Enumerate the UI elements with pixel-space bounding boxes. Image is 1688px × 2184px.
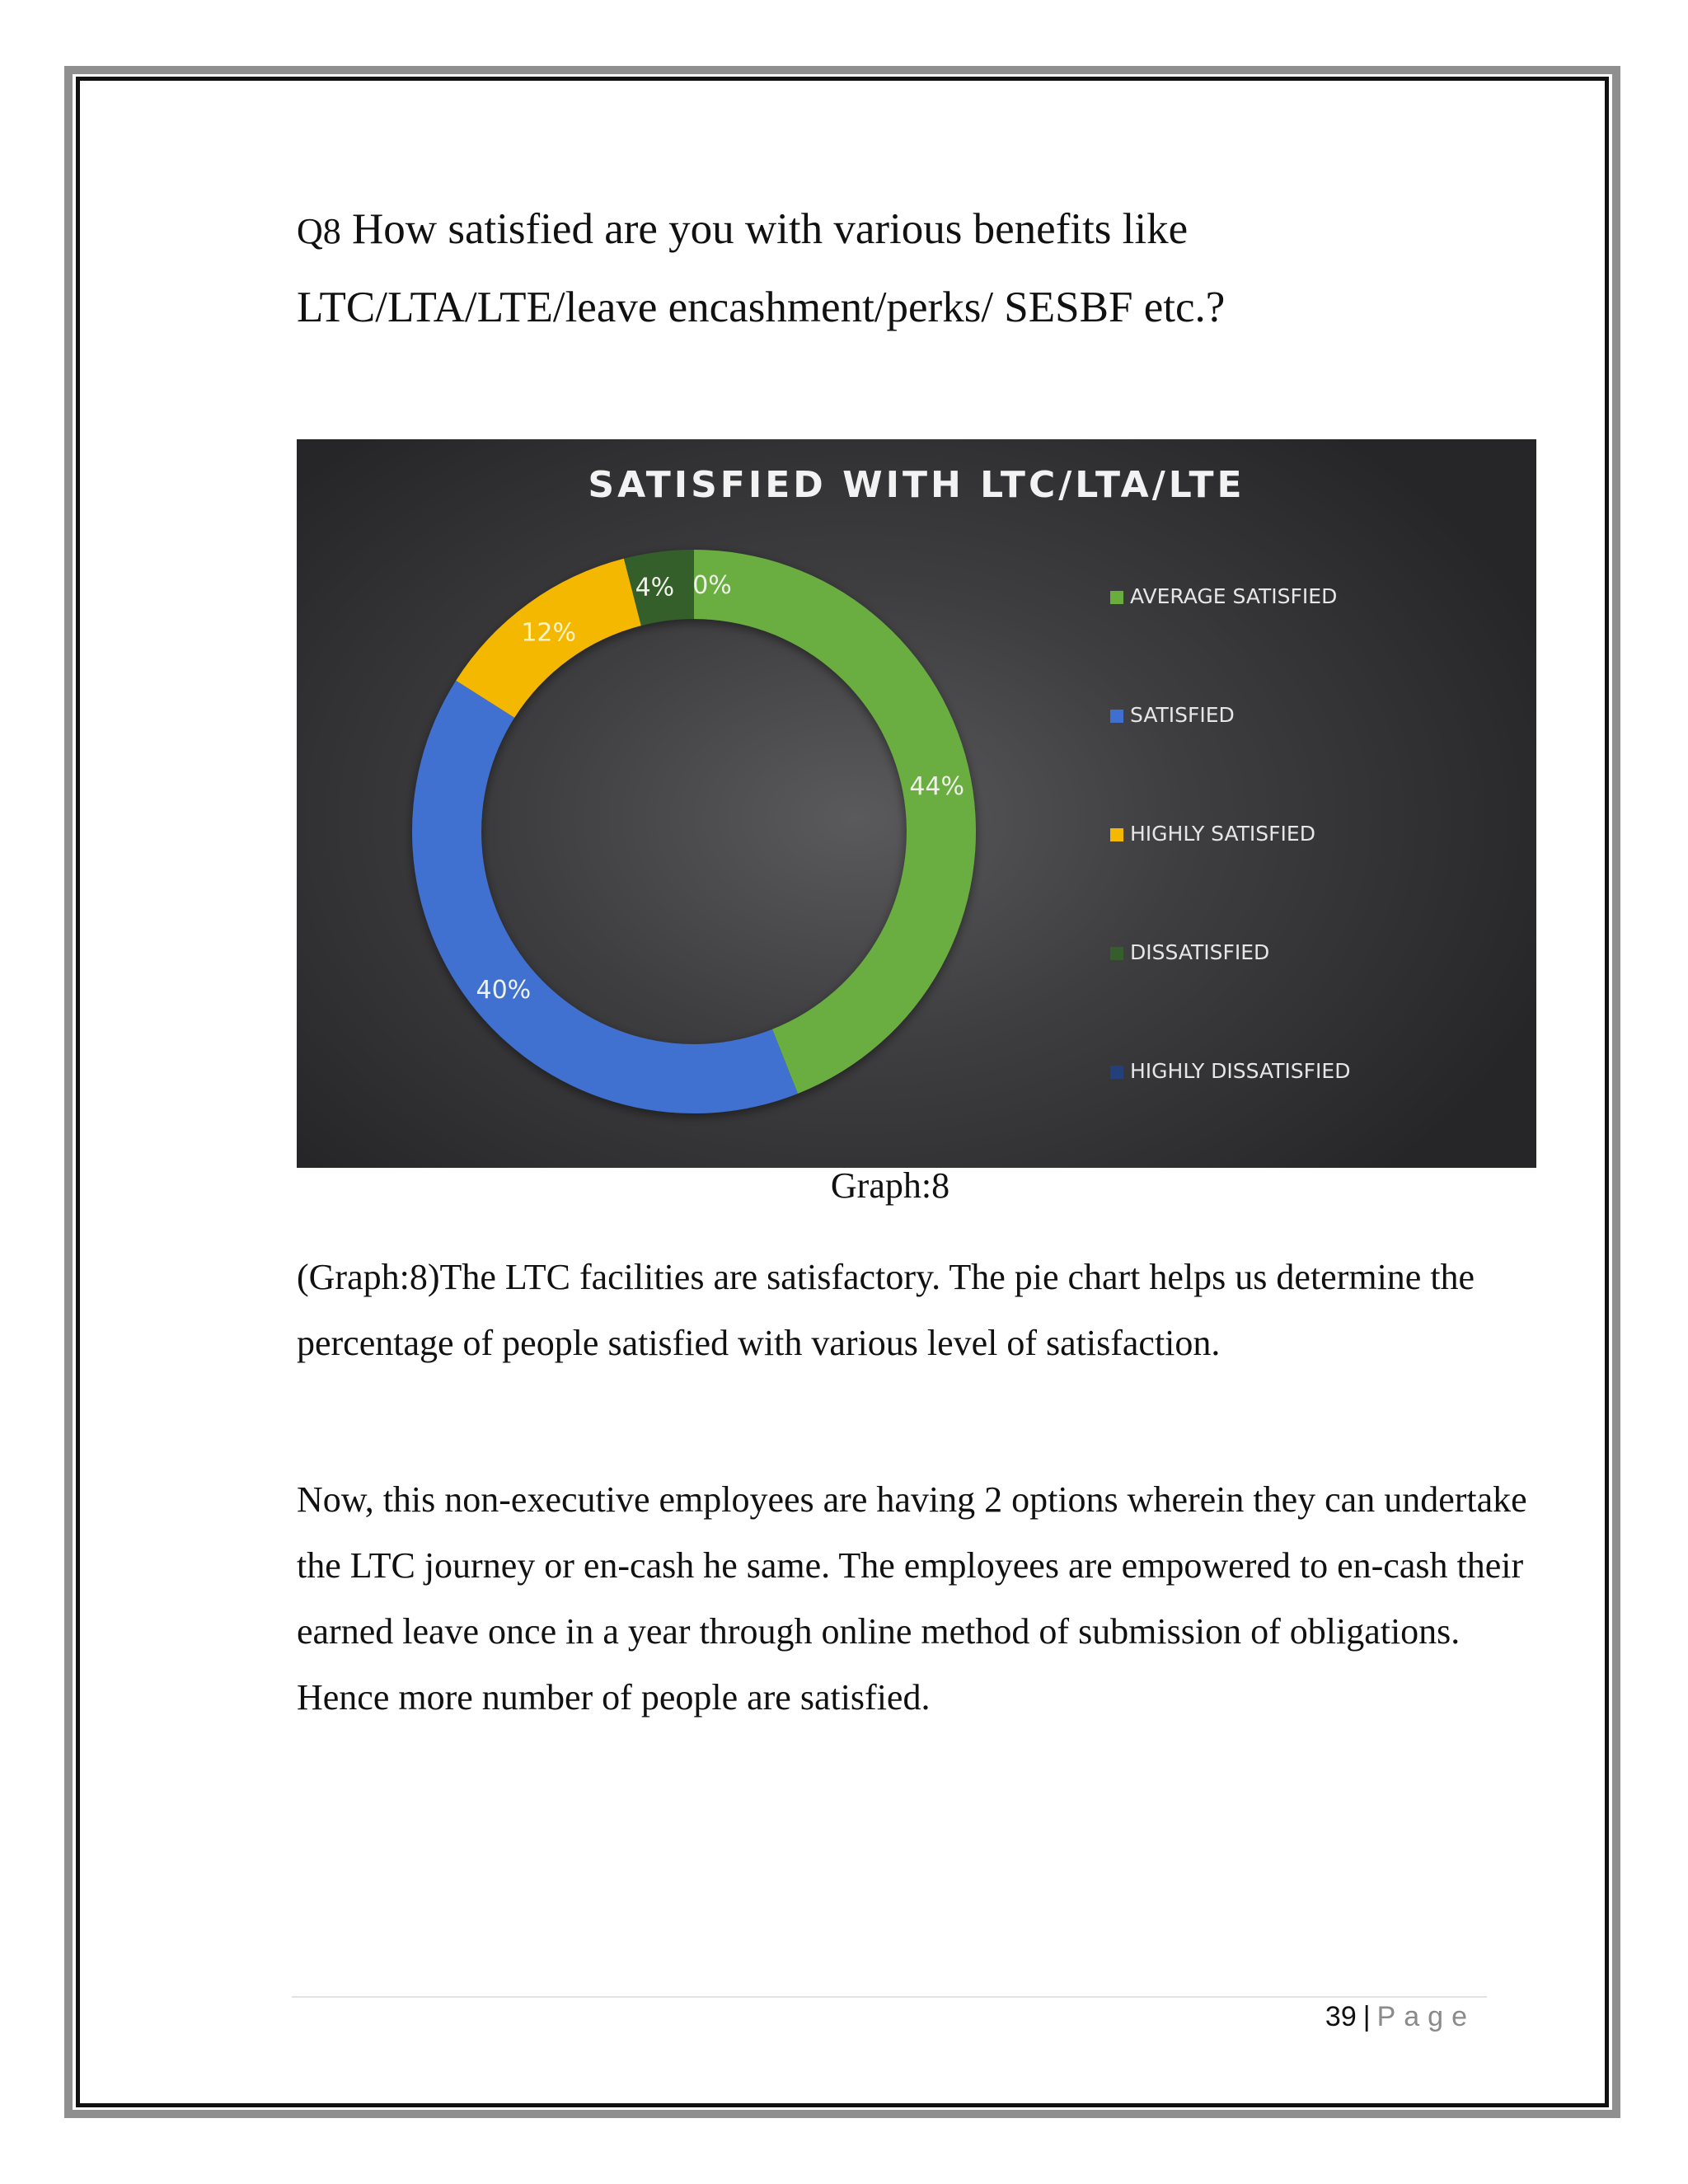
question-line-1: How satisfied are you with various benefits like xyxy=(340,205,1189,253)
legend-swatch xyxy=(1110,710,1123,723)
legend-label: DISSATISFIED xyxy=(1130,940,1270,964)
page-footer xyxy=(1325,2001,1475,2033)
legend-swatch xyxy=(1110,1066,1123,1079)
slice-label-average-satisfied: 44% xyxy=(909,771,965,801)
legend-item-satisfied xyxy=(1110,703,1235,727)
footer-separator: | xyxy=(1362,2001,1371,2032)
legend-item-highly-dissatisfied xyxy=(1110,1059,1350,1083)
legend-label: SATISFIED xyxy=(1130,703,1235,727)
legend-label: HIGHLY DISSATISFIED xyxy=(1130,1059,1351,1083)
question-line-2: LTC/LTA/LTE/leave encashment/perks/ SESBF etc.? xyxy=(297,284,1226,331)
slice-label-highly-satisfied: 12% xyxy=(521,618,577,648)
legend-item-highly-satisfied xyxy=(1110,822,1315,846)
footer-rule xyxy=(292,1996,1487,1998)
slice-label-dissatisfied: 4% xyxy=(635,573,675,602)
legend-swatch xyxy=(1110,591,1123,604)
donut-slice-average-satisfied xyxy=(694,550,976,1094)
legend-label: AVERAGE SATISFIED xyxy=(1130,584,1338,608)
donut-slice-satisfied xyxy=(412,681,798,1113)
paragraph-2: Now, this non-executive employees are having 2 options wherein they can undertake the LTC journey or en-cash he same. The employees are empowered to en-cash their earned leave once in a year through online method of submission of obligations. Hence more number of people are satisfied. xyxy=(297,1479,1527,1718)
legend-item-average-satisfied xyxy=(1110,584,1337,608)
legend-item-dissatisfied xyxy=(1110,940,1269,964)
chart-title: SATISFIED WITH LTC/LTA/LTE xyxy=(588,464,1245,506)
slice-label-satisfied: 40% xyxy=(476,976,532,1005)
question-heading xyxy=(297,191,1582,345)
paragraph-1: (Graph:8)The LTC facilities are satisfactory. The pie chart helps us determine the percentage of people satisfied with various level of satisfaction. xyxy=(297,1257,1475,1363)
legend-swatch xyxy=(1110,947,1123,960)
legend-label: HIGHLY SATISFIED xyxy=(1130,822,1315,846)
slice-label-highly-dissatisfied: 0% xyxy=(692,571,732,600)
legend-swatch xyxy=(1110,828,1123,841)
question-number: Q8 xyxy=(297,211,341,251)
page-number: 39 xyxy=(1325,2001,1357,2032)
donut-chart xyxy=(297,439,1536,1168)
graph-caption: Graph:8 xyxy=(830,1165,950,1206)
page-word: Page xyxy=(1376,2001,1475,2032)
